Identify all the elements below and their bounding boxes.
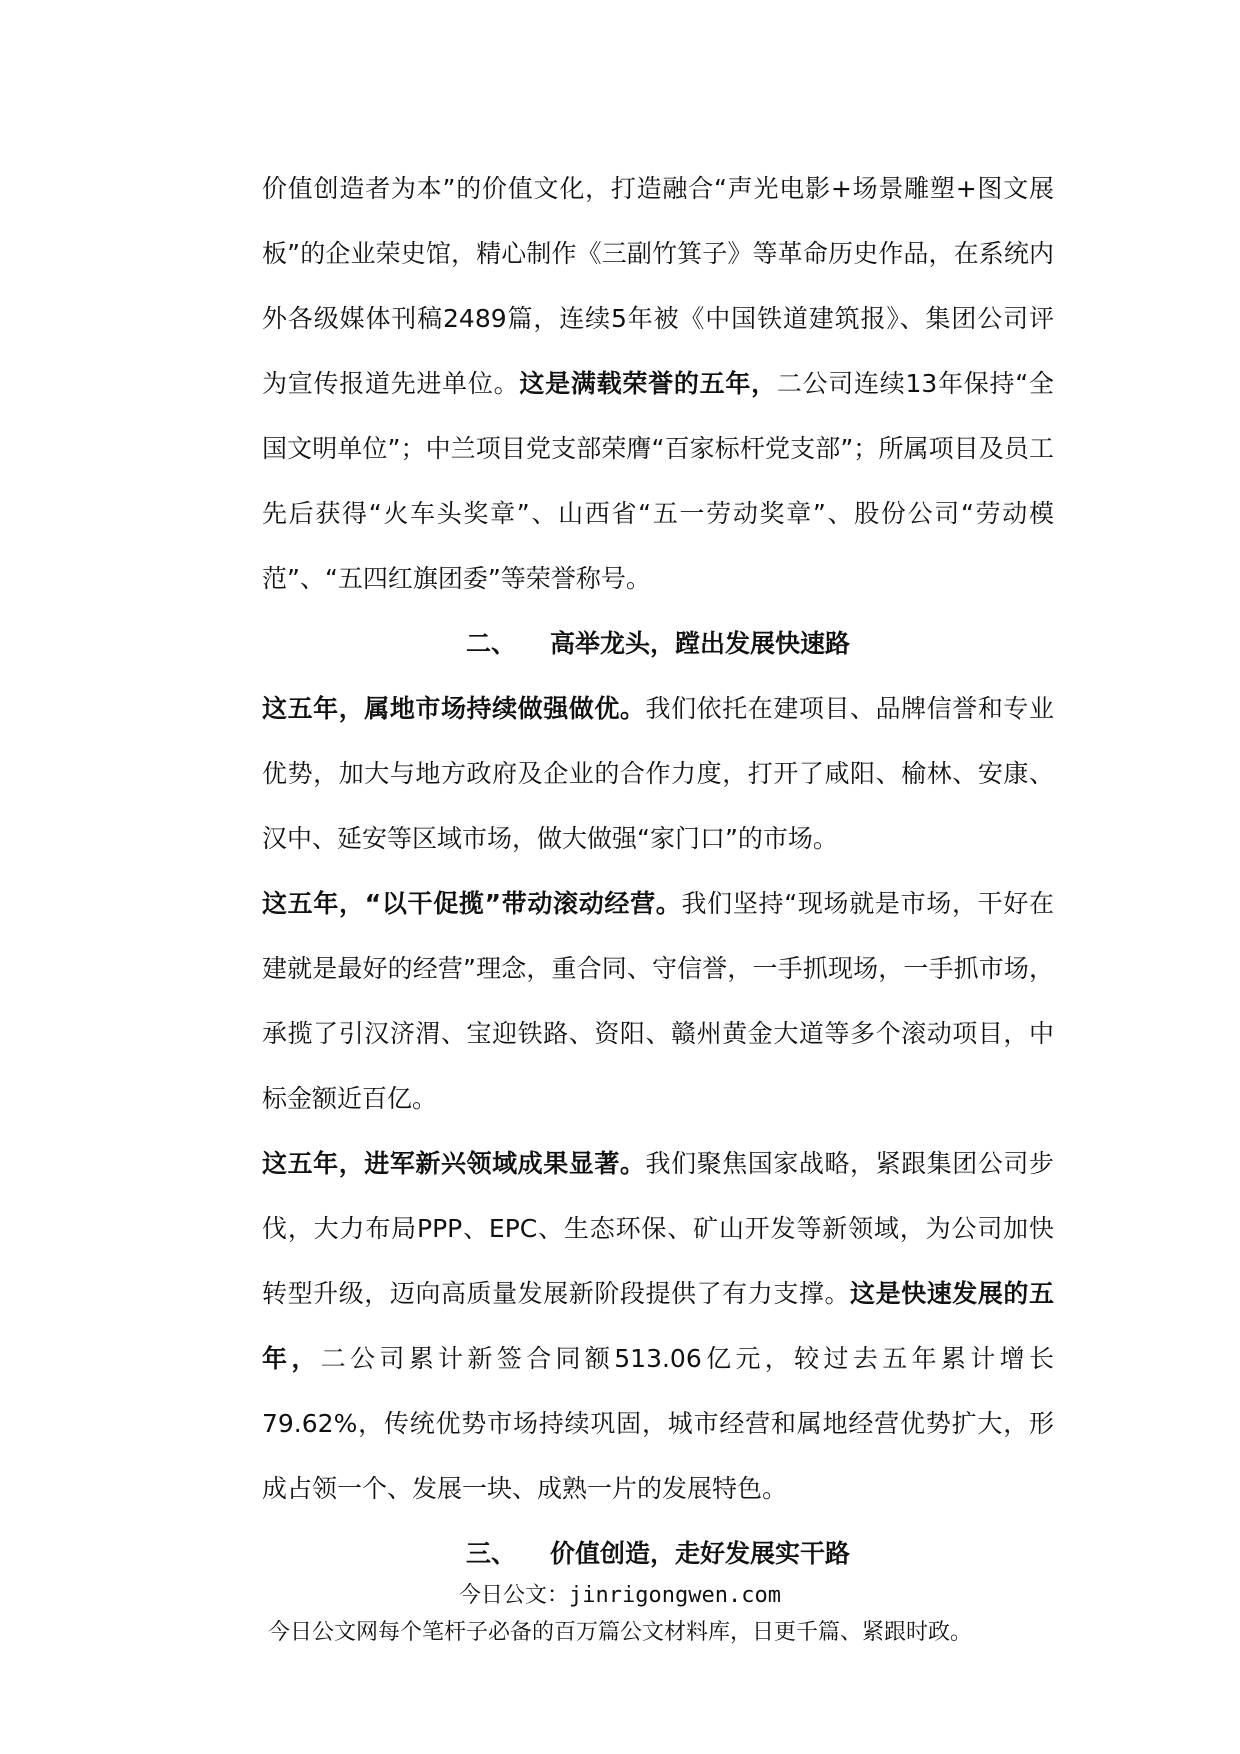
paragraph-new-fields: 这五年，进军新兴领域成果显著。我们聚焦国家战略，紧跟集团公司步伐，大力布局PPP、EPC、生态环保、矿山开发等新领域，为公司加快转型升级，迈向高质量发展新阶段提供了有力支撑。这是快速发展的五年，二公司累计新签合同额513.06亿元，较过去五年累计增长79.62%，传统优势市场持续巩固，城市经营和属地经营优势扩大，形成占领一个、发展一块、成熟一片的发展特色。 xyxy=(262,1149,1054,1503)
document-body xyxy=(262,156,1054,1586)
section-title: 高举龙头，蹚出发展快速路 xyxy=(550,629,851,658)
footer-source xyxy=(0,1578,1240,1609)
footer-label: 今日公文： xyxy=(459,1583,570,1608)
footer-slogan: 今日公文网每个笔杆子必备的百万篇公文材料库，日更千篇、紧跟时政。 xyxy=(267,1620,972,1645)
section-heading-2 xyxy=(262,611,1054,676)
section-number: 三、 xyxy=(465,1539,516,1568)
paragraph-honors: 价值创造者为本”的价值文化，打造融合“声光电影+场景雕塑+图文展板”的企业荣史馆，精心制作《三副竹箕子》等革命历史作品，在系统内外各级媒体刊稿2489篇，连续5年被《中国铁道建筑报》、集团公司评为宣传报道先进单位。这是满载荣誉的五年，二公司连续13年保持“全国文明单位”；中兰项目党支部荣膺“百家标杆党支部”；所属项目及员工先后获得“火车头奖章”、山西省“五一劳动奖章”、股份公司“劳动模范”、“五四红旗团委”等荣誉称号。 xyxy=(262,174,1054,593)
paragraph-rolling-operation: 这五年，“以干促揽”带动滚动经营。我们坚持“现场就是市场，干好在建就是最好的经营”理念，重合同、守信誉，一手抓现场，一手抓市场，承揽了引汉济渭、宝迎铁路、资阳、赣州黄金大道等多个滚动项目，中标金额近百亿。 xyxy=(262,889,1054,1113)
section-heading-3 xyxy=(262,1521,1054,1586)
section-title: 价值创造，走好发展实干路 xyxy=(550,1539,851,1568)
paragraph-local-market: 这五年，属地市场持续做强做优。我们依托在建项目、品牌信誉和专业优势，加大与地方政府及企业的合作力度，打开了咸阳、榆林、安康、汉中、延安等区域市场，做大做强“家门口”的市场。 xyxy=(262,694,1054,853)
section-number: 二、 xyxy=(465,629,516,658)
footer-url-link[interactable]: jinrigongwen.com xyxy=(569,1583,781,1608)
